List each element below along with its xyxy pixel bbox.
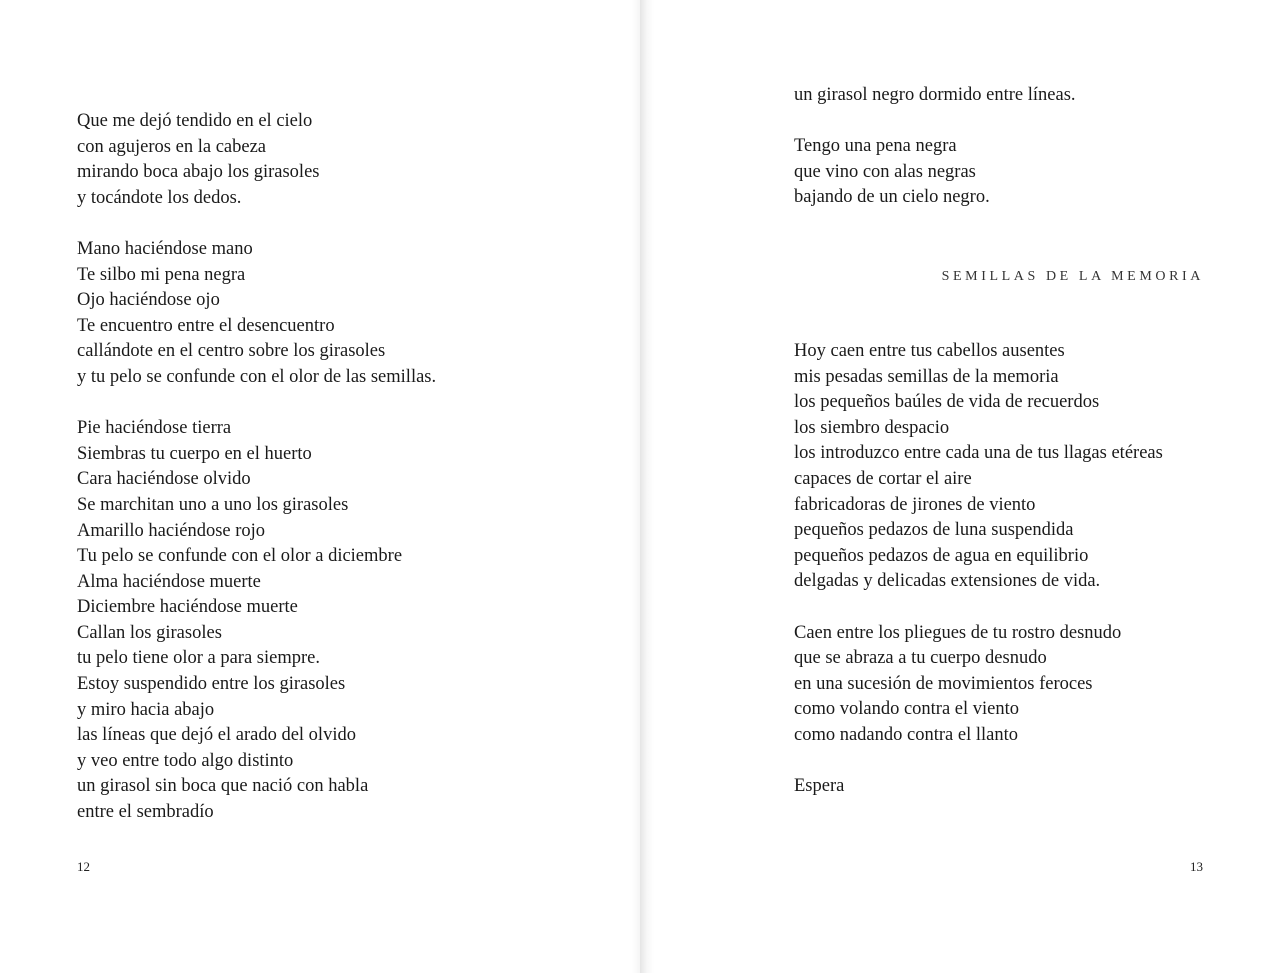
poem-line: tu pelo tiene olor a para siempre.: [77, 648, 320, 669]
poem-line: en una sucesión de movimientos feroces: [794, 673, 1093, 694]
poem-line: Tu pelo se confunde con el olor a diciembre: [77, 546, 403, 567]
poem-line: Te encuentro entre el desencuentro: [77, 315, 335, 336]
stanza: [794, 621, 1163, 749]
poem-line: que se abraza a tu cuerpo desnudo: [794, 648, 1047, 669]
page-number-right: 13: [1190, 859, 1203, 874]
stanza: [794, 134, 1076, 211]
poem-line: y miro hacia abajo: [77, 699, 215, 720]
poem-line: Amarillo haciéndose rojo: [77, 520, 266, 541]
poem-line: Estoy suspendido entre los girasoles: [77, 674, 346, 695]
poem-line: un girasol negro dormido entre líneas.: [794, 85, 1076, 105]
poem-line: capaces de cortar el aire: [794, 468, 972, 489]
poem-line: pequeños pedazos de agua en equilibrio: [794, 545, 1089, 566]
stanza: [794, 339, 1163, 595]
poem-line: entre el sembradío: [77, 802, 214, 823]
poem-line: Espera: [794, 776, 845, 797]
poem-line: con agujeros en la cabeza: [77, 136, 267, 157]
poem-line: y veo entre todo algo distinto: [77, 750, 294, 771]
poem-line: fabricadoras de jirones de viento: [794, 494, 1036, 515]
poem-line: Siembras tu cuerpo en el huerto: [77, 443, 312, 464]
poem-line: callándote en el centro sobre los girasoles: [77, 341, 386, 362]
poem-line: y tu pelo se confunde con el olor de las semillas.: [77, 366, 437, 387]
poem-line: los siembro despacio: [794, 417, 950, 438]
poem-line: como volando contra el viento: [794, 699, 1020, 720]
poem-line: mis pesadas semillas de la memoria: [794, 366, 1059, 387]
poem-line: Ojo haciéndose ojo: [77, 290, 220, 311]
poem-line: mirando boca abajo los girasoles: [77, 162, 320, 183]
stanza: [77, 237, 436, 391]
poem-line: Hoy caen entre tus cabellos ausentes: [794, 341, 1065, 361]
poem-text-right-main: [794, 339, 1163, 800]
poem-line: un girasol sin boca que nació con habla: [77, 776, 369, 797]
page-number-left: 12: [77, 859, 90, 874]
poem-line: Callan los girasoles: [77, 622, 222, 643]
poem-line: Cara haciéndose olvido: [77, 469, 251, 490]
poem-line: como nadando contra el llanto: [794, 724, 1018, 745]
poem-line: delgadas y delicadas extensiones de vida.: [794, 571, 1101, 592]
poem-line: y tocándote los dedos.: [77, 187, 242, 208]
poem-text-right-continuation: [794, 83, 1076, 211]
stanza: [794, 774, 1163, 800]
poem-line: Caen entre los pliegues de tu rostro desnudo: [794, 622, 1122, 643]
poem-line: Alma haciéndose muerte: [77, 571, 261, 592]
poem-line: que vino con alas negras: [794, 161, 976, 182]
poem-line: Se marchitan uno a uno los girasoles: [77, 494, 349, 515]
section-title: SEMILLAS DE LA MEMORIA: [941, 269, 1204, 284]
poem-line: Te silbo mi pena negra: [77, 264, 246, 285]
stanza: [77, 109, 436, 211]
poem-line: Tengo una pena negra: [794, 136, 957, 157]
poem-line: Diciembre haciéndose muerte: [77, 597, 298, 618]
stanza: [77, 416, 436, 826]
poem-text-left: [77, 109, 436, 826]
poem-line: pequeños pedazos de luna suspendida: [794, 520, 1074, 541]
stanza: [794, 83, 1076, 109]
poem-line: bajando de un cielo negro.: [794, 187, 990, 208]
poem-line: los pequeños baúles de vida de recuerdos: [794, 392, 1100, 413]
poem-line: Pie haciéndose tierra: [77, 418, 232, 439]
poem-line: Que me dejó tendido en el cielo: [77, 111, 313, 131]
poem-line: las líneas que dejó el arado del olvido: [77, 725, 356, 746]
poem-line: Mano haciéndose mano: [77, 238, 253, 259]
poem-line: los introduzco entre cada una de tus llagas etéreas: [794, 443, 1163, 464]
